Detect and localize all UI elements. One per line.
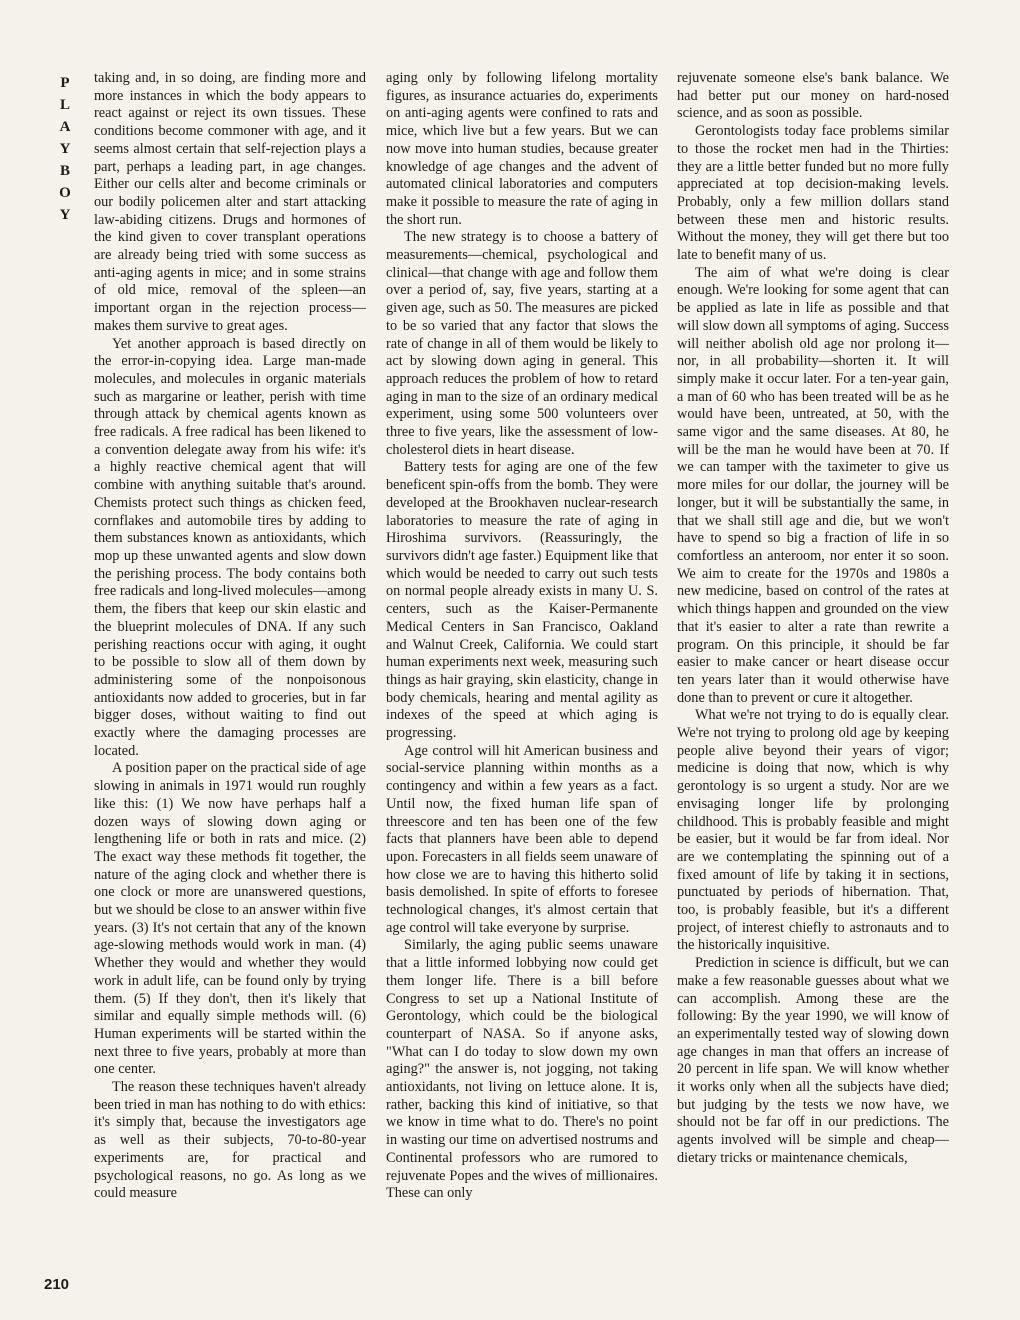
paragraph: What we're not trying to do is equally clear. We're not trying to prolong old age by keeping people alive beyond their years of vigor; medicine is doing that now, which is why gerontology is so urgent a study. Nor are we envisaging longer life by prolonging childhood. This is probably feasible and might be easier, but it would be far from ideal. Nor are we contemplating the spinning out of a fixed amount of life by taking it in sections, punctuated by periods of hibernation. That, too, is probably feasible, but it's a different project, of interest chiefly to astronauts and to the historically inquisitive.	[677, 707, 949, 954]
page-number: 210	[44, 1276, 70, 1293]
running-head-letter: O	[59, 185, 71, 201]
paragraph: aging only by following lifelong mortality figures, as insurance actuaries do, experiments on anti-aging agents were confined to rats and mice, which live but a few years. But we can now move into human studies, because greater knowledge of age changes and the advent of automated clinical laboratories and computers make it possible to measure the rate of aging in the short run.	[386, 70, 658, 228]
running-head-letter: L	[59, 97, 70, 113]
paragraph: Similarly, the aging public seems unaware that a little informed lobbying now could get them longer life. There is a bill before Congress to set up a National Institute of Gerontology, which could be the biological counterpart of NASA. So if anyone asks, "What can I do today to slow down my own aging?" the answer is, not jogging, not taking antioxidants, not living on lettuce alone. It is, rather, backing this kind of initiative, so that we know in time what to do. There's no point in wasting our time on advertised nostrums and Continental professors who are rumored to rejuvenate Popes and the wives of millionaires. These can only	[386, 937, 658, 1202]
running-head-letter: A	[59, 119, 71, 135]
text-column-3	[677, 70, 949, 1295]
text-column-1	[94, 70, 366, 1295]
paragraph: Battery tests for aging are one of the few beneficent spin-offs from the bomb. They were developed at the Brookhaven nuclear-research laboratories to measure the rate of aging in Hiroshima survivors. (Reassuringly, the survivors didn't age faster.) Equipment like that which would be needed to carry out such tests on normal people already exists in many U. S. centers, such as the Kaiser-Permanente Medical Centers in San Francisco, Oakland and Walnut Creek, California. We could start human experiments next week, measuring such things as hair graying, skin elasticity, change in body chemicals, hearing and mental agility as indexes of the speed at which aging is progressing.	[386, 459, 658, 742]
paragraph: Prediction in science is difficult, but we can make a few reasonable guesses about what we can accomplish. Among these are the following: By the year 1990, we will know of an experimentally tested way of slowing down age changes in man that offers an increase of 20 percent in life span. We will know whether it works only when all the subjects have died; but judging by the tests we now have, we should not be far off in our predictions. The agents involved will be simple and cheap—dietary tricks or maintenance chemicals,	[677, 955, 949, 1166]
paragraph: A position paper on the practical side of age slowing in animals in 1971 would run roughly like this: (1) We now have perhaps half a dozen ways of slowing down aging or lengthening life or both in rats and mice. (2) The exact way these methods fit together, the nature of the aging clock and whether there is one clock or more are unanswered questions, but we should be close to an answer within five years. (3) It's not certain that any of the known age-slowing methods would work in man. (4) Whether they would and whether they would work in adult life, can be found only by trying them. (5) If they don't, then it's likely that similar and equally simple methods will. (6) Human experiments will be started within the next three to five years, probably at more than one center.	[94, 760, 366, 1078]
paragraph: The new strategy is to choose a battery of measurements—chemical, psychological and clinical—that change with age and follow them over a period of, say, five years, starting at a given age, such as 50. The measures are picked to be so varied that any factor that slows the rate of change in all of them would be likely to act by slowing down aging in general. This approach reduces the problem of how to retard aging in man to the size of an ordinary medical experiment, using some 500 volunteers over three to five years, like the assessment of low-cholesterol diets in heart disease.	[386, 229, 658, 458]
running-head-letter: B	[59, 163, 70, 179]
running-head-playboy	[55, 72, 75, 226]
paragraph: Gerontologists today face problems similar to those the rocket men had in the Thirties: they are a little better funded but no more fully appreciated at top decision-making levels. Probably, only a few million dollars stand between these men and historic results. Without the money, they will get there but too late to benefit many of us.	[677, 123, 949, 264]
paragraph: rejuvenate someone else's bank balance. We had better put our money on hard-nosed science, and as soon as possible.	[677, 70, 949, 122]
text-column-2	[386, 70, 658, 1295]
paragraph: Yet another approach is based directly on the error-in-copying idea. Large man-made molecules, and molecules in organic materials such as margarine or leather, perish with time through attack by chemical agents known as free radicals. A free radical has been likened to a convention delegate away from his wife: it's a highly reactive chemical agent that will combine with anything suitable that's around. Chemists protect such things as chicken feed, cornflakes and automobile tires by adding to them substances known as antioxidants, which mop up these unwanted agents and slow down the perishing process. The body contains both free radicals and long-lived molecules—among them, the fibers that keep our skin elastic and the blueprint molecules of DNA. If any such perishing reactions occur with aging, it ought to be possible to slow all of them down by administering some of the nonpoisonous antioxidants now added to groceries, but in far bigger doses, without waiting to find out exactly where the damaging processes are located.	[94, 335, 366, 759]
running-head-letter: P	[60, 75, 70, 91]
running-head-letter: Y	[59, 141, 71, 157]
running-head-letter: Y	[59, 207, 71, 223]
paragraph: The reason these techniques haven't already been tried in man has nothing to do with ethics: it's simply that, because the investigators age as well as their subjects, 70-to-80-year experiments are, for practical and psychological reasons, no go. As long as we could measure	[94, 1079, 366, 1202]
paragraph: The aim of what we're doing is clear enough. We're looking for some agent that can be applied as late in life as possible and that will slow down all symptoms of aging. Success will neither abolish old age nor prolong it—nor, in all probability—shorten it. It will simply make it occur later. For a ten-year gain, a man of 60 who has been treated will be as he would have been, untreated, at 50, with the same vigor and the same diseases. At 80, he will be the man he would have been at 70. If we can tamper with the taximeter to give us more miles for our dollar, the journey will be longer, but it will be substantially the same, in that we shall still age and die, but we won't have to spend so big a fraction of life in so comfortless an anteroom, nor enter it so soon. We aim to create for the 1970s and 1980s a new medicine, based on control of the rates at which things happen and grounded on the view that it's easier to alter a rate than rewrite a program. On this principle, it should be far easier to make cancer or heart disease occur ten years later than it would otherwise have done than to prevent or cure it altogether.	[677, 264, 949, 706]
paragraph: Age control will hit American business and social-service planning within months as a contingency and within a few years as a fact. Until now, the fixed human life span of threescore and ten has been one of the few facts that planners have been able to depend upon. Forecasters in all fields seem unaware of how close we are to having this hitherto solid basis demolished. In spite of efforts to foresee technological changes, it's almost certain that age control will take everyone by surprise.	[386, 742, 658, 936]
paragraph: taking and, in so doing, are finding more and more instances in which the body appears to react against or reject its own tissues. These conditions become commoner with age, and it seems almost certain that self-rejection plays a part, perhaps a leading part, in age changes. Either our cells alter and become criminals or our bodily policemen alter and start attacking law-abiding citizens. Drugs and hormones of the kind given to cover transplant operations are already being tried with some success as anti-aging agents in mice; and in some strains of old mice, removal of the spleen—an important organ in the rejection process—makes them survive to great ages.	[94, 70, 366, 334]
